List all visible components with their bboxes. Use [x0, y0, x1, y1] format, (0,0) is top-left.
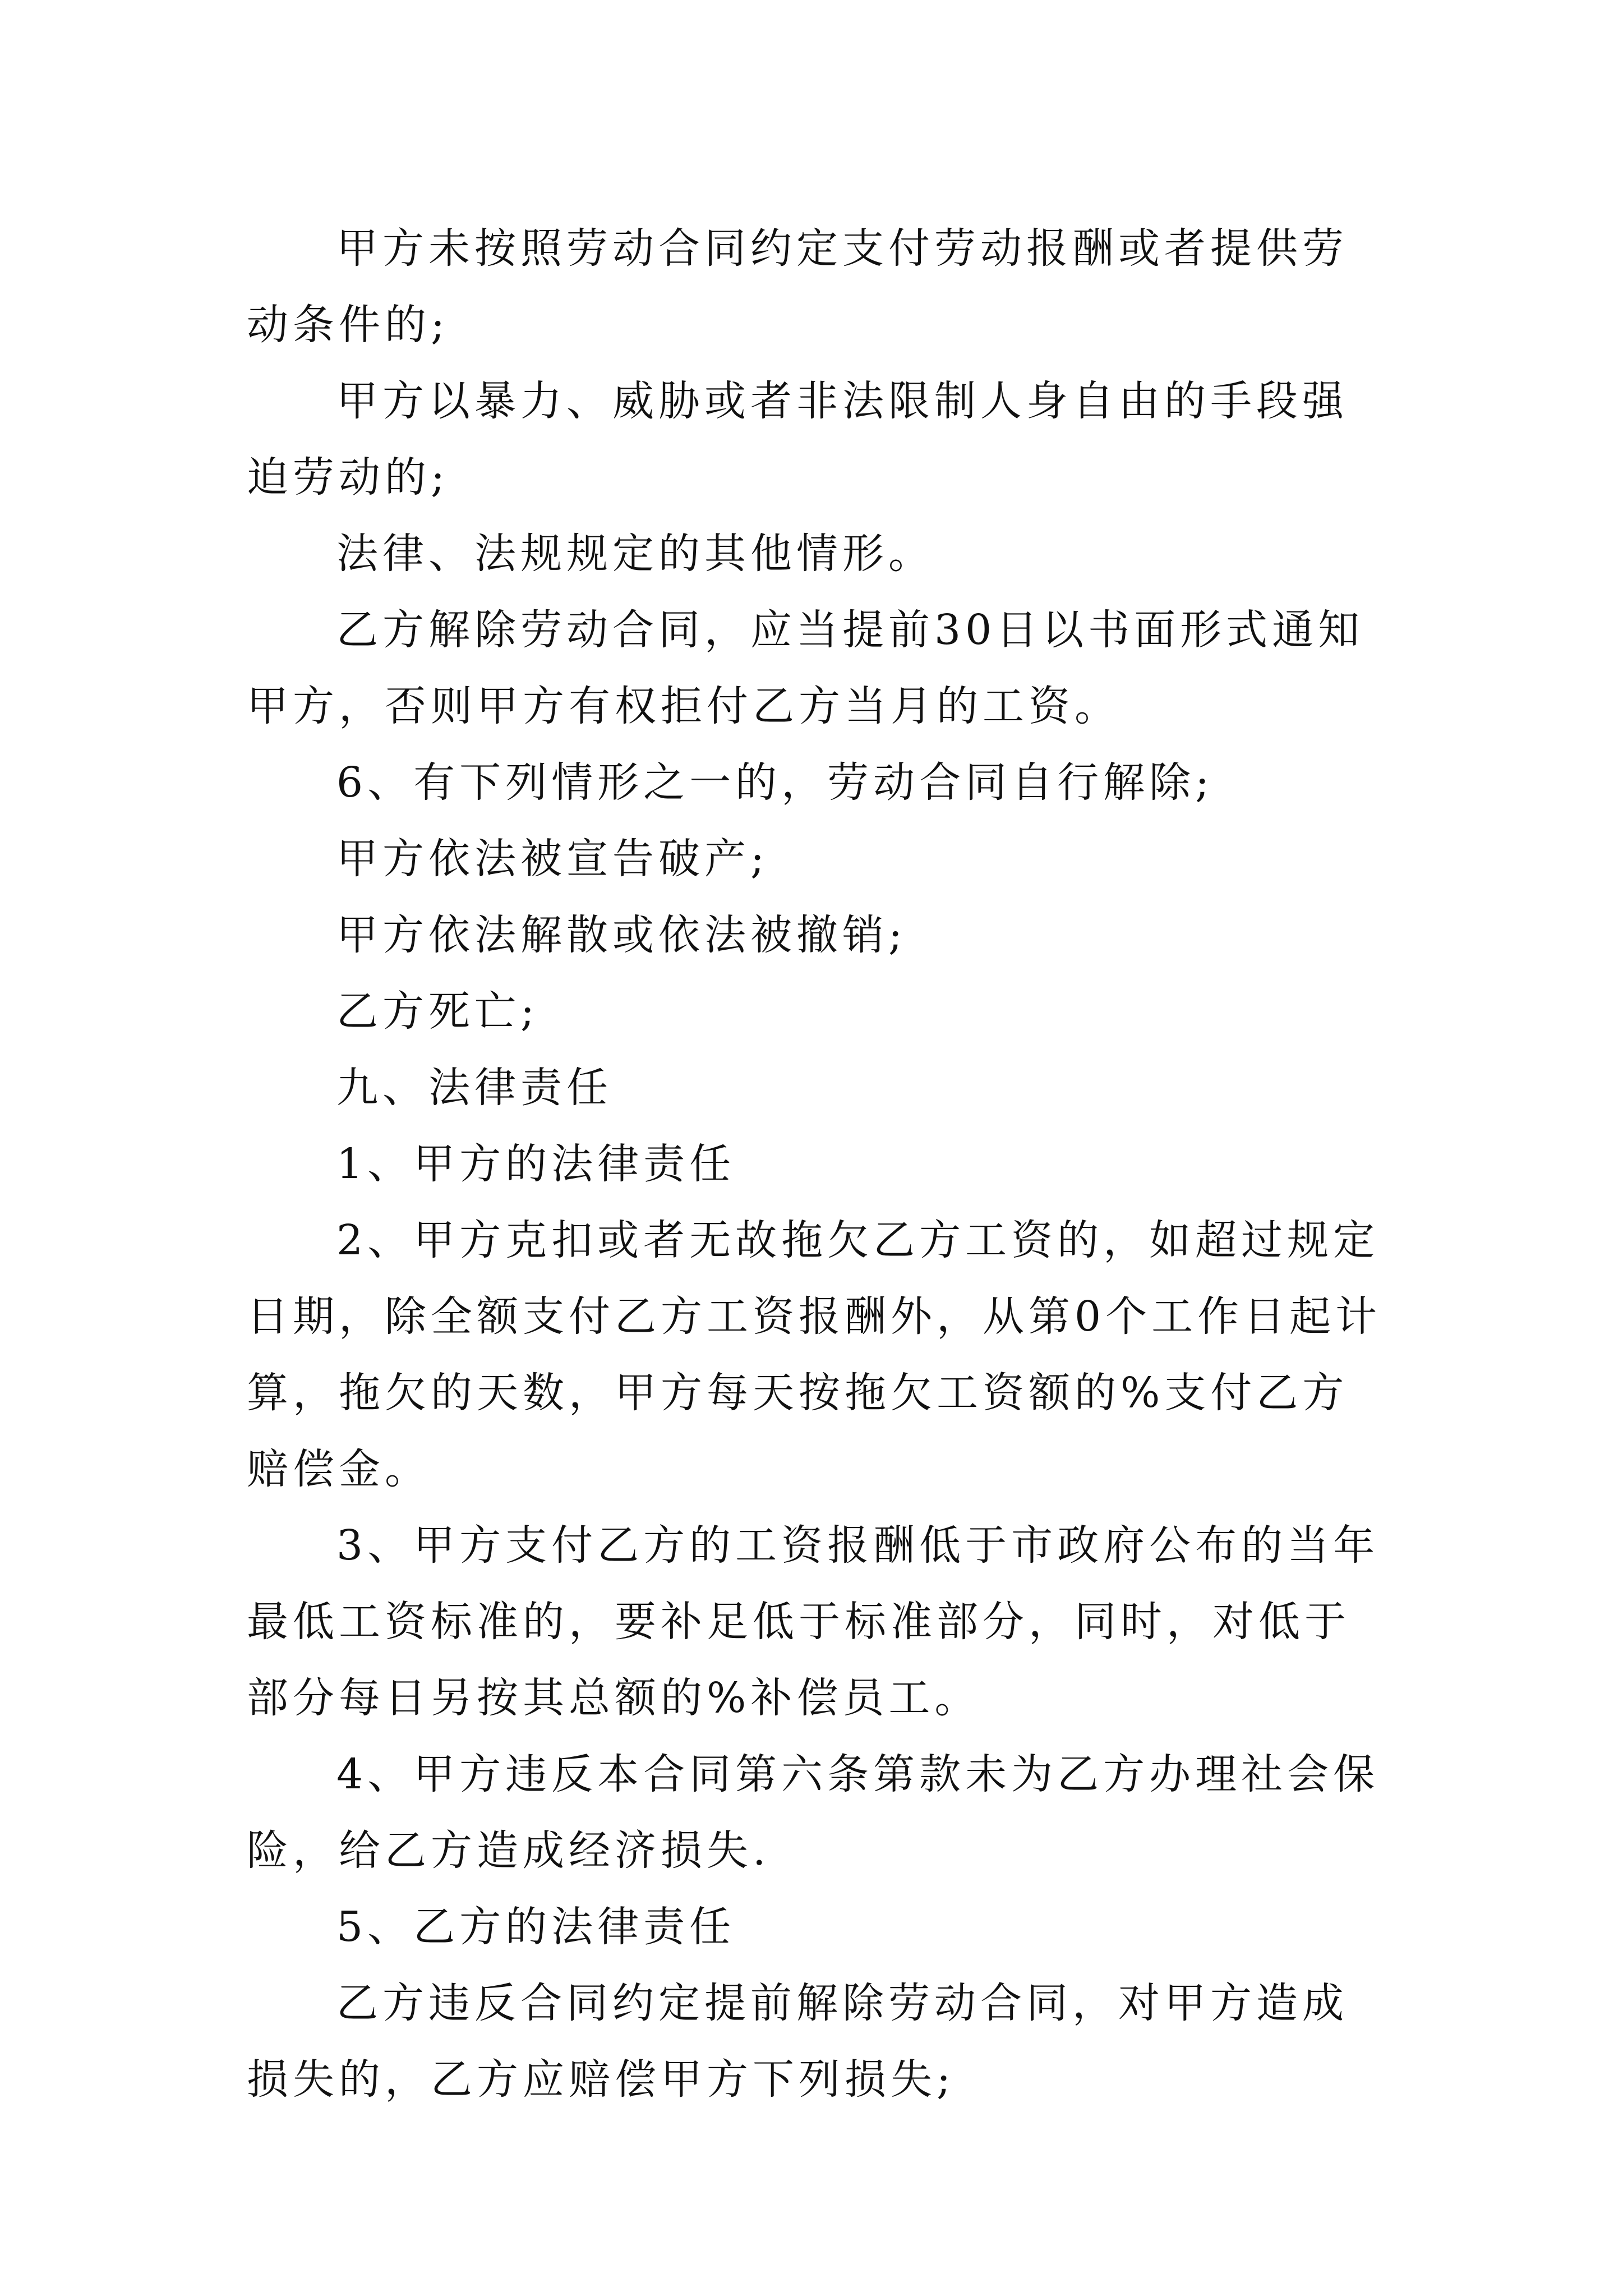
paragraph: 2、甲方克扣或者无故拖欠乙方工资的，如超过规定日期，除全额支付乙方工资报酬外，从第0个工作日起计算，拖欠的天数，甲方每天按拖欠工资额的%支付乙方赔偿金。 [247, 1216, 1382, 1493]
paragraph: 6、有下列情形之一的，劳动合同自行解除; [336, 758, 1214, 807]
paragraph: 3、甲方支付乙方的工资报酬低于市政府公布的当年最低工资标准的，要补足低于标准部分，同时，对低于部分每日另按其总额的%补偿员工。 [247, 1521, 1380, 1722]
paragraph: 4、甲方违反本合同第六条第款未为乙方办理社会保险，给乙方造成经济损失. [247, 1750, 1380, 1875]
paragraph: 乙方解除劳动合同，应当提前30日以书面形式通知甲方，否则甲方有权拒付乙方当月的工资。 [247, 606, 1364, 730]
paragraph: 乙方死亡; [336, 987, 539, 1036]
paragraph: 甲方以暴力、威胁或者非法限制人身自由的手段强迫劳动的; [247, 377, 1348, 501]
paragraph: 1、甲方的法律责任 [336, 1140, 736, 1188]
paragraph: 5、乙方的法律责任 [336, 1903, 736, 1951]
paragraph: 法律、法规规定的其他情形。 [336, 530, 934, 578]
paragraph: 甲方依法解散或依法被撤销; [336, 911, 907, 959]
paragraph: 乙方违反合同约定提前解除劳动合同，对甲方造成损失的，乙方应赔偿甲方下列损失; [247, 1979, 1348, 2104]
document-body [247, 210, 1391, 2118]
paragraph: 甲方未按照劳动合同约定支付劳动报酬或者提供劳动条件的; [247, 224, 1348, 349]
paragraph: 甲方依法被宣告破产; [336, 835, 769, 883]
section-heading: 九、法律责任 [336, 1064, 612, 1112]
